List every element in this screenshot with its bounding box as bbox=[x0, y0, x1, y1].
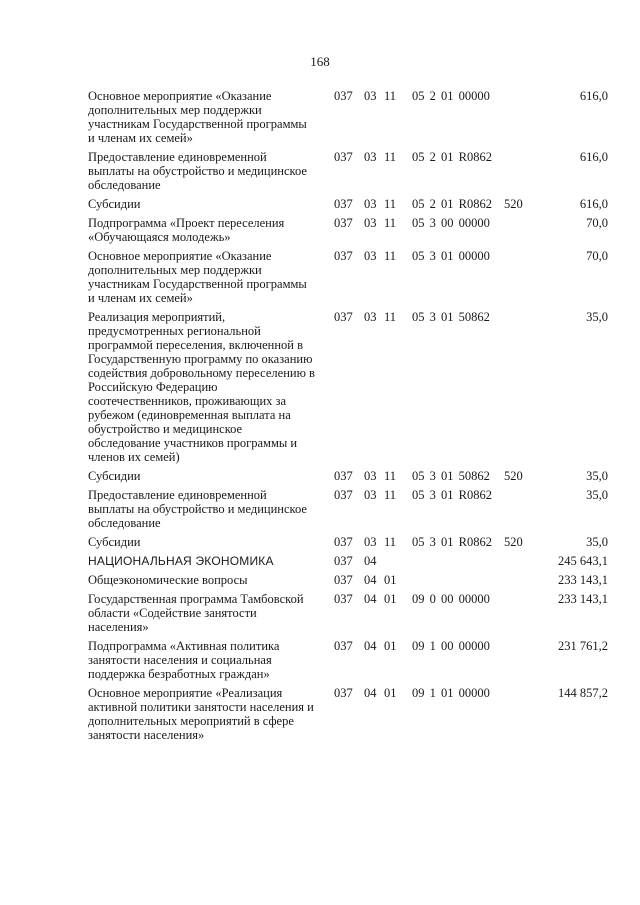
table-row bbox=[88, 310, 618, 464]
row-name: Общеэкономические вопросы bbox=[88, 573, 248, 587]
subsection-code: 11 bbox=[384, 469, 397, 483]
expense-type-code: 520 bbox=[504, 197, 523, 211]
row-name: Реализация мероприятий, предусмотренных региональной программой переселения, включенной в Государственную программу по оказанию содействия добровольному переселению в Российскую Федерацию соотечественников, проживающих за рубежом (единовременная выплата на обустройство и медицинское обследование участников программы и членов их семей) bbox=[88, 310, 315, 464]
row-name: Государственная программа Тамбовской области «Содействие занятости населения» bbox=[88, 592, 304, 634]
amount: 231 761,2 bbox=[558, 639, 608, 653]
ved-code: 037 bbox=[334, 197, 353, 211]
table-row bbox=[88, 249, 618, 305]
section-code: 04 bbox=[364, 639, 377, 653]
subsection-code: 11 bbox=[384, 535, 397, 549]
ved-code: 037 bbox=[334, 639, 353, 653]
ved-code: 037 bbox=[334, 488, 353, 502]
subsection-code: 11 bbox=[384, 197, 397, 211]
amount: 35,0 bbox=[586, 488, 608, 502]
amount: 70,0 bbox=[586, 249, 608, 263]
section-code: 03 bbox=[364, 249, 377, 263]
ved-code: 037 bbox=[334, 89, 353, 103]
amount: 35,0 bbox=[586, 535, 608, 549]
row-name: Субсидии bbox=[88, 535, 141, 549]
amount: 70,0 bbox=[586, 216, 608, 230]
table-row bbox=[88, 573, 618, 587]
ved-code: 037 bbox=[334, 249, 353, 263]
target-article-code: 05 3 01 R0862 bbox=[412, 488, 492, 502]
ved-code: 037 bbox=[334, 310, 353, 324]
target-article-code: 09 1 00 00000 bbox=[412, 639, 490, 653]
subsection-code: 01 bbox=[384, 686, 397, 700]
section-code: 03 bbox=[364, 488, 377, 502]
target-article-code: 05 3 01 R0862 bbox=[412, 535, 492, 549]
table-row bbox=[88, 216, 618, 244]
table-row bbox=[88, 488, 618, 530]
row-name: Подпрограмма «Активная политика занятости населения и социальная поддержка безработных граждан» bbox=[88, 639, 280, 681]
table-row bbox=[88, 554, 618, 568]
amount: 233 143,1 bbox=[558, 592, 608, 606]
subsection-code: 11 bbox=[384, 216, 397, 230]
budget-table bbox=[88, 89, 618, 747]
section-code: 04 bbox=[364, 554, 377, 568]
table-row bbox=[88, 639, 618, 681]
section-code: 03 bbox=[364, 150, 377, 164]
amount: 245 643,1 bbox=[558, 554, 608, 568]
ved-code: 037 bbox=[334, 554, 353, 568]
table-row bbox=[88, 686, 618, 742]
page-number: 168 bbox=[310, 54, 330, 69]
row-name: Основное мероприятие «Оказание дополнительных мер поддержки участникам Государственной программы и членам их семей» bbox=[88, 249, 307, 305]
subsection-code: 11 bbox=[384, 150, 397, 164]
ved-code: 037 bbox=[334, 573, 353, 587]
subsection-code: 11 bbox=[384, 89, 397, 103]
section-code: 04 bbox=[364, 592, 377, 606]
target-article-code: 05 2 01 R0862 bbox=[412, 150, 492, 164]
table-row bbox=[88, 197, 618, 211]
target-article-code: 05 3 01 50862 bbox=[412, 469, 490, 483]
target-article-code: 05 3 01 50862 bbox=[412, 310, 490, 324]
target-article-code: 05 2 01 R0862 bbox=[412, 197, 492, 211]
row-name: Субсидии bbox=[88, 469, 141, 483]
table-row bbox=[88, 89, 618, 145]
row-name: Подпрограмма «Проект переселения «Обучающаяся молодежь» bbox=[88, 216, 285, 244]
expense-type-code: 520 bbox=[504, 469, 523, 483]
subsection-code: 01 bbox=[384, 573, 397, 587]
target-article-code: 09 1 01 00000 bbox=[412, 686, 490, 700]
target-article-code: 05 2 01 00000 bbox=[412, 89, 490, 103]
table-row bbox=[88, 150, 618, 192]
ved-code: 037 bbox=[334, 150, 353, 164]
section-code: 03 bbox=[364, 469, 377, 483]
section-code: 03 bbox=[364, 197, 377, 211]
subsection-code: 11 bbox=[384, 488, 397, 502]
amount: 35,0 bbox=[586, 469, 608, 483]
amount: 616,0 bbox=[579, 150, 608, 164]
subsection-code: 11 bbox=[384, 249, 397, 263]
table-row bbox=[88, 469, 618, 483]
ved-code: 037 bbox=[334, 469, 353, 483]
row-name: НАЦИОНАЛЬНАЯ ЭКОНОМИКА bbox=[88, 554, 274, 568]
amount: 35,0 bbox=[586, 310, 608, 324]
section-code: 04 bbox=[364, 686, 377, 700]
row-name: Основное мероприятие «Оказание дополнительных мер поддержки участникам Государственной программы и членам их семей» bbox=[88, 89, 307, 145]
ved-code: 037 bbox=[334, 592, 353, 606]
section-code: 03 bbox=[364, 535, 377, 549]
section-code: 03 bbox=[364, 89, 377, 103]
target-article-code: 05 3 01 00000 bbox=[412, 249, 490, 263]
amount: 233 143,1 bbox=[558, 573, 608, 587]
table-row bbox=[88, 592, 618, 634]
target-article-code: 05 3 00 00000 bbox=[412, 216, 490, 230]
amount: 144 857,2 bbox=[558, 686, 608, 700]
amount: 616,0 bbox=[579, 197, 608, 211]
ved-code: 037 bbox=[334, 535, 353, 549]
row-name: Субсидии bbox=[88, 197, 141, 211]
row-name: Предоставление единовременной выплаты на обустройство и медицинское обследование bbox=[88, 488, 307, 530]
subsection-code: 11 bbox=[384, 310, 397, 324]
amount: 616,0 bbox=[579, 89, 608, 103]
section-code: 03 bbox=[364, 216, 377, 230]
ved-code: 037 bbox=[334, 216, 353, 230]
section-code: 04 bbox=[364, 573, 377, 587]
ved-code: 037 bbox=[334, 686, 353, 700]
subsection-code: 01 bbox=[384, 592, 397, 606]
subsection-code: 01 bbox=[384, 639, 397, 653]
section-code: 03 bbox=[364, 310, 377, 324]
row-name: Предоставление единовременной выплаты на обустройство и медицинское обследование bbox=[88, 150, 307, 192]
table-row bbox=[88, 535, 618, 549]
row-name: Основное мероприятие «Реализация активной политики занятости населения и дополнительных мероприятий в сфере занятости населения» bbox=[88, 686, 314, 742]
target-article-code: 09 0 00 00000 bbox=[412, 592, 490, 606]
expense-type-code: 520 bbox=[504, 535, 523, 549]
